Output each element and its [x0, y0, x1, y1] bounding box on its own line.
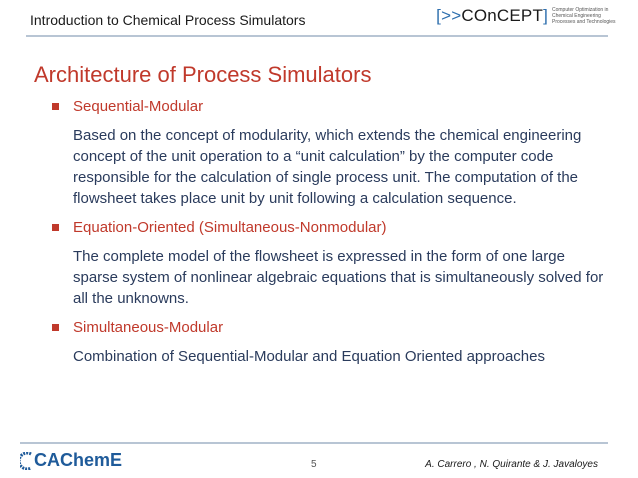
bullet-equation-oriented — [52, 219, 612, 236]
concept-logo — [436, 6, 622, 26]
slide-title: Architecture of Process Simulators — [34, 62, 372, 87]
bullet-heading: Equation-Oriented (Simultaneous-Nonmodular) — [73, 219, 387, 236]
header-title: Introduction to Chemical Process Simulators — [30, 12, 306, 28]
footer-authors: A. Carrero , N. Quirante & J. Javaloyes — [425, 459, 598, 470]
square-bullet-icon — [52, 324, 59, 331]
cacheme-logo-icon — [20, 452, 32, 470]
logo-name: COnCEPT — [461, 6, 544, 25]
bullet-simultaneous-modular — [52, 319, 612, 336]
page-number: 5 — [311, 459, 317, 470]
footer-divider — [20, 442, 608, 444]
logo-bracket-close: ] — [543, 6, 548, 25]
concept-logo-text — [436, 6, 548, 26]
bullet-sequential-modular — [52, 98, 612, 115]
bullet-description: Combination of Sequential-Modular and Equation Oriented approaches — [73, 348, 545, 365]
square-bullet-icon — [52, 103, 59, 110]
bullet-heading: Simultaneous-Modular — [73, 319, 224, 336]
bullet-description: The complete model of the flowsheet is expressed in the form of one large sparse system of nonlinear algebraic equations that is simultaneously solved for all the unknowns. — [73, 248, 604, 307]
logo-tagline: Computer Optimization in Chemical Engineering Processes and Technologies — [552, 7, 616, 25]
header-divider — [26, 35, 608, 37]
square-bullet-icon — [52, 224, 59, 231]
logo-bracket-open: [ — [436, 6, 442, 25]
slide-content — [52, 98, 612, 377]
logo-arrows: >> — [441, 6, 462, 25]
cacheme-logo — [20, 450, 122, 471]
cacheme-logo-text: CAChemE — [34, 450, 123, 470]
bullet-description: Based on the concept of modularity, which extends the chemical engineering concept of the unit operation to a “unit calculation” by the computer code responsible for the calculation of single process unit. The computation of the flowsheet takes place unit by unit following a calculation sequence. — [73, 127, 582, 207]
bullet-heading: Sequential-Modular — [73, 98, 204, 115]
